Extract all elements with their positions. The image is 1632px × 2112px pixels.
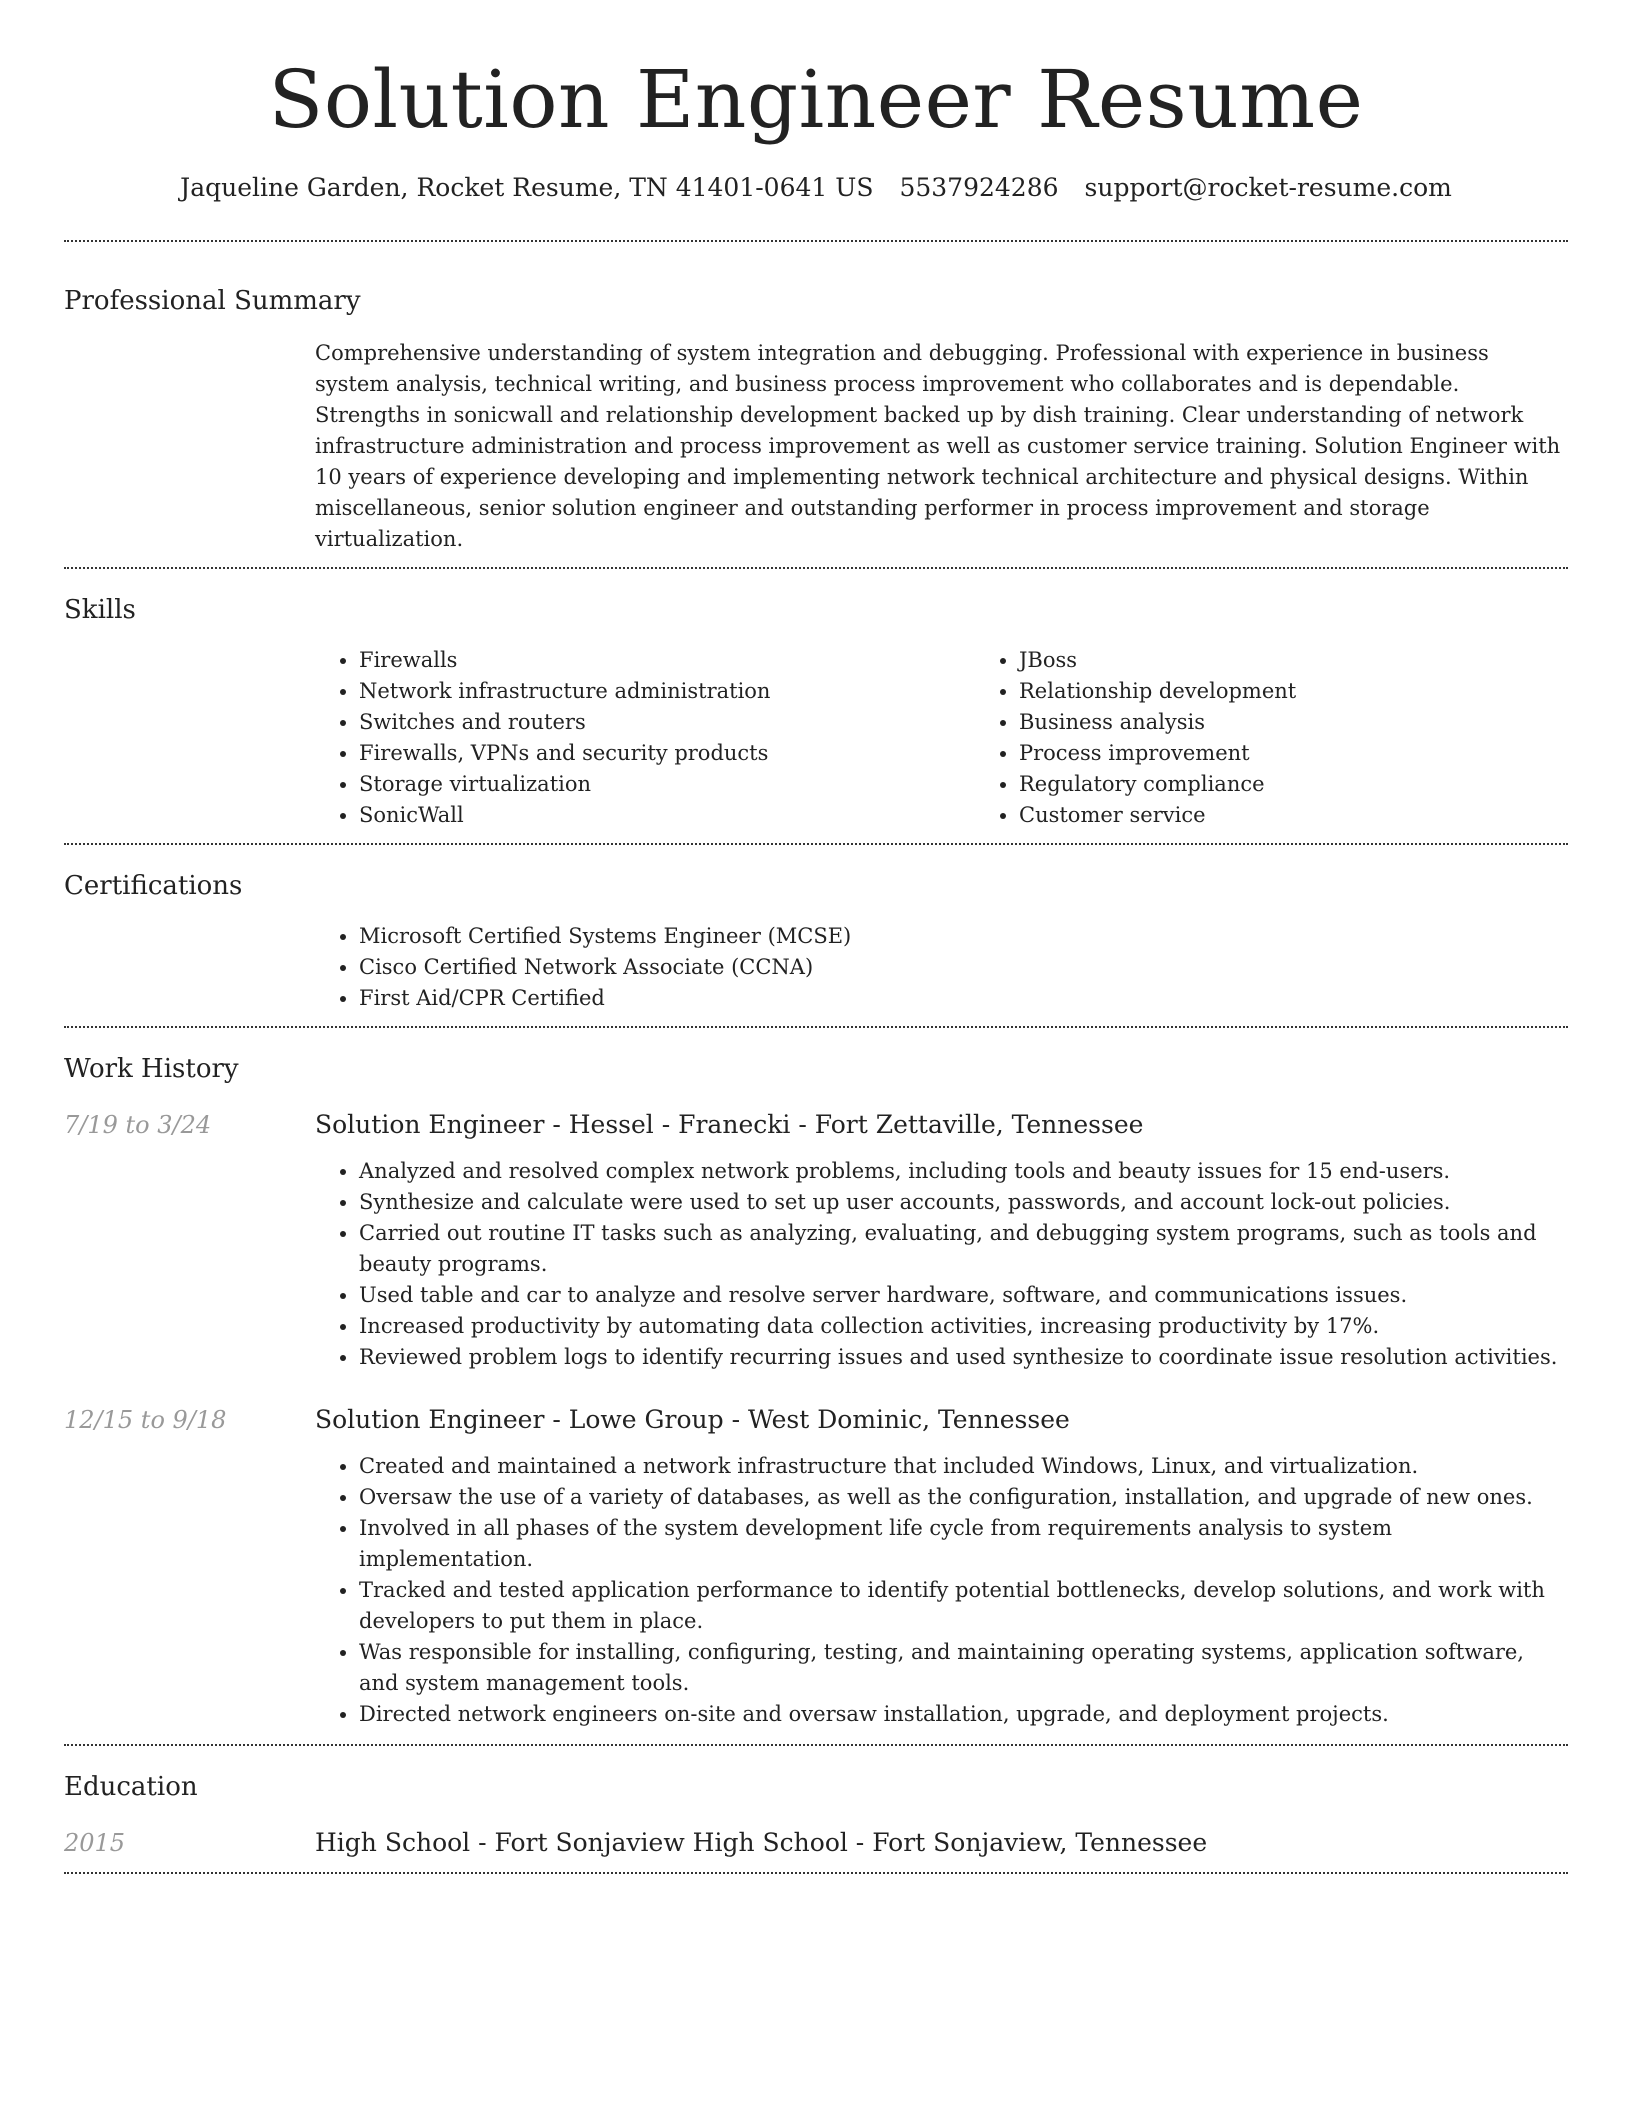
skill-item: • Firewalls — [359, 645, 975, 676]
education-year: 2015 — [64, 1829, 126, 1857]
skills-grid — [315, 645, 1568, 831]
job-bullet: • Tracked and tested application performance to identify potential bottlenecks, develop solutions, and work with developers to put them in place. — [359, 1575, 1568, 1637]
job-bullet: • Synthesize and calculate were used to set up user accounts, passwords, and account lock-out policies. — [359, 1187, 1568, 1218]
skills-section — [64, 569, 1568, 843]
resume-title: Solution Engineer Resume — [268, 53, 1364, 146]
skill-item: • JBoss — [1019, 645, 1568, 676]
skill-item: • Process improvement — [1019, 738, 1568, 769]
job-header — [64, 1108, 1568, 1142]
job-bullet: • Created and maintained a network infrastructure that included Windows, Linux, and virtualization. — [359, 1451, 1568, 1482]
certifications-section — [64, 845, 1568, 1026]
summary-title: Professional Summary — [64, 286, 361, 316]
job-header — [64, 1403, 1568, 1437]
job-bullet-list — [315, 1451, 1568, 1730]
job-heading: Solution Engineer - Hessel - Franecki - Fort Zettaville, Tennessee — [315, 1110, 1144, 1139]
skill-item: • Regulatory compliance — [1019, 769, 1568, 800]
education-entry — [64, 1826, 1568, 1860]
skill-item: • Firewalls, VPNs and security products — [359, 738, 975, 769]
certification-item: • Cisco Certified Network Associate (CCNA) — [359, 952, 1568, 983]
job-bullets — [315, 1451, 1568, 1730]
job-bullet: • Used table and car to analyze and resolve server hardware, software, and communications issues. — [359, 1280, 1568, 1311]
work-history-section — [64, 1028, 1568, 1744]
job-bullet: • Carried out routine IT tasks such as analyzing, evaluating, and debugging system programs, such as tools and beauty programs. — [359, 1218, 1568, 1280]
job-bullet: • Directed network engineers on-site and oversaw installation, upgrade, and deployment projects. — [359, 1699, 1568, 1730]
work-history-title: Work History — [64, 1054, 239, 1084]
job-dates: 12/15 to 9/18 — [64, 1406, 227, 1434]
job-entry — [64, 1403, 1568, 1730]
job-bullet-list — [315, 1156, 1568, 1373]
certification-item: • Microsoft Certified Systems Engineer (MCSE) — [359, 921, 1568, 952]
job-entry — [64, 1108, 1568, 1373]
skill-item: • Business analysis — [1019, 707, 1568, 738]
job-bullet: • Reviewed problem logs to identify recurring issues and used synthesize to coordinate issue resolution activities. — [359, 1342, 1568, 1373]
education-title: Education — [64, 1772, 198, 1802]
job-bullet: • Increased productivity by automating data collection activities, increasing productivity by 17%. — [359, 1311, 1568, 1342]
contact-address: Jaqueline Garden, Rocket Resume, TN 41401-0641 US — [180, 173, 874, 202]
skill-item: • Switches and routers — [359, 707, 975, 738]
contact-phone: 5537924286 — [899, 173, 1059, 202]
job-bullet: • Was responsible for installing, configuring, testing, and maintaining operating systems, application software, and system management tools. — [359, 1637, 1568, 1699]
education-section — [64, 1746, 1568, 1872]
contact-email[interactable]: support@rocket-resume.com — [1084, 173, 1452, 202]
summary-section — [64, 242, 1568, 567]
job-bullet: • Involved in all phases of the system development life cycle from requirements analysis to system implementation. — [359, 1513, 1568, 1575]
skills-list-left — [315, 645, 975, 831]
certification-item: • First Aid/CPR Certified — [359, 983, 1568, 1014]
contact-line — [64, 170, 1568, 206]
job-bullets — [315, 1156, 1568, 1373]
job-dates: 7/19 to 3/24 — [64, 1111, 212, 1139]
skill-item: • Storage virtualization — [359, 769, 975, 800]
certifications-list — [315, 921, 1568, 1014]
job-bullet: • Oversaw the use of a variety of databases, as well as the configuration, installation, and upgrade of new ones. — [359, 1482, 1568, 1513]
skill-item: • Network infrastructure administration — [359, 676, 975, 707]
skills-list-right — [975, 645, 1568, 831]
certifications-title: Certifications — [64, 871, 243, 901]
summary-body — [315, 338, 1568, 555]
job-heading: Solution Engineer - Lowe Group - West Dominic, Tennessee — [315, 1405, 1070, 1434]
skill-item: • Customer service — [1019, 800, 1568, 831]
summary-text: Comprehensive understanding of system integration and debugging. Professional with experience in business system analysis, technical writing, and business process improvement who collaborates and is dependable. Strengths in sonicwall and relationship development backed up by dish training. Clear understanding of network infrastructure administration and process improvement as well as customer service training. Solution Engineer with 10 years of experience developing and implementing network technical architecture and physical designs. Within miscellaneous, senior solution engineer and outstanding performer in process improvement and storage virtualization. — [315, 341, 1561, 551]
divider — [64, 1872, 1568, 1874]
job-bullet: • Analyzed and resolved complex network problems, including tools and beauty issues for 15 end-users. — [359, 1156, 1568, 1187]
skill-item: • Relationship development — [1019, 676, 1568, 707]
skills-title: Skills — [64, 595, 136, 625]
certifications-body — [315, 921, 1568, 1014]
skill-item: • SonicWall — [359, 800, 975, 831]
education-heading: High School - Fort Sonjaview High School - Fort Sonjaview, Tennessee — [315, 1828, 1208, 1857]
